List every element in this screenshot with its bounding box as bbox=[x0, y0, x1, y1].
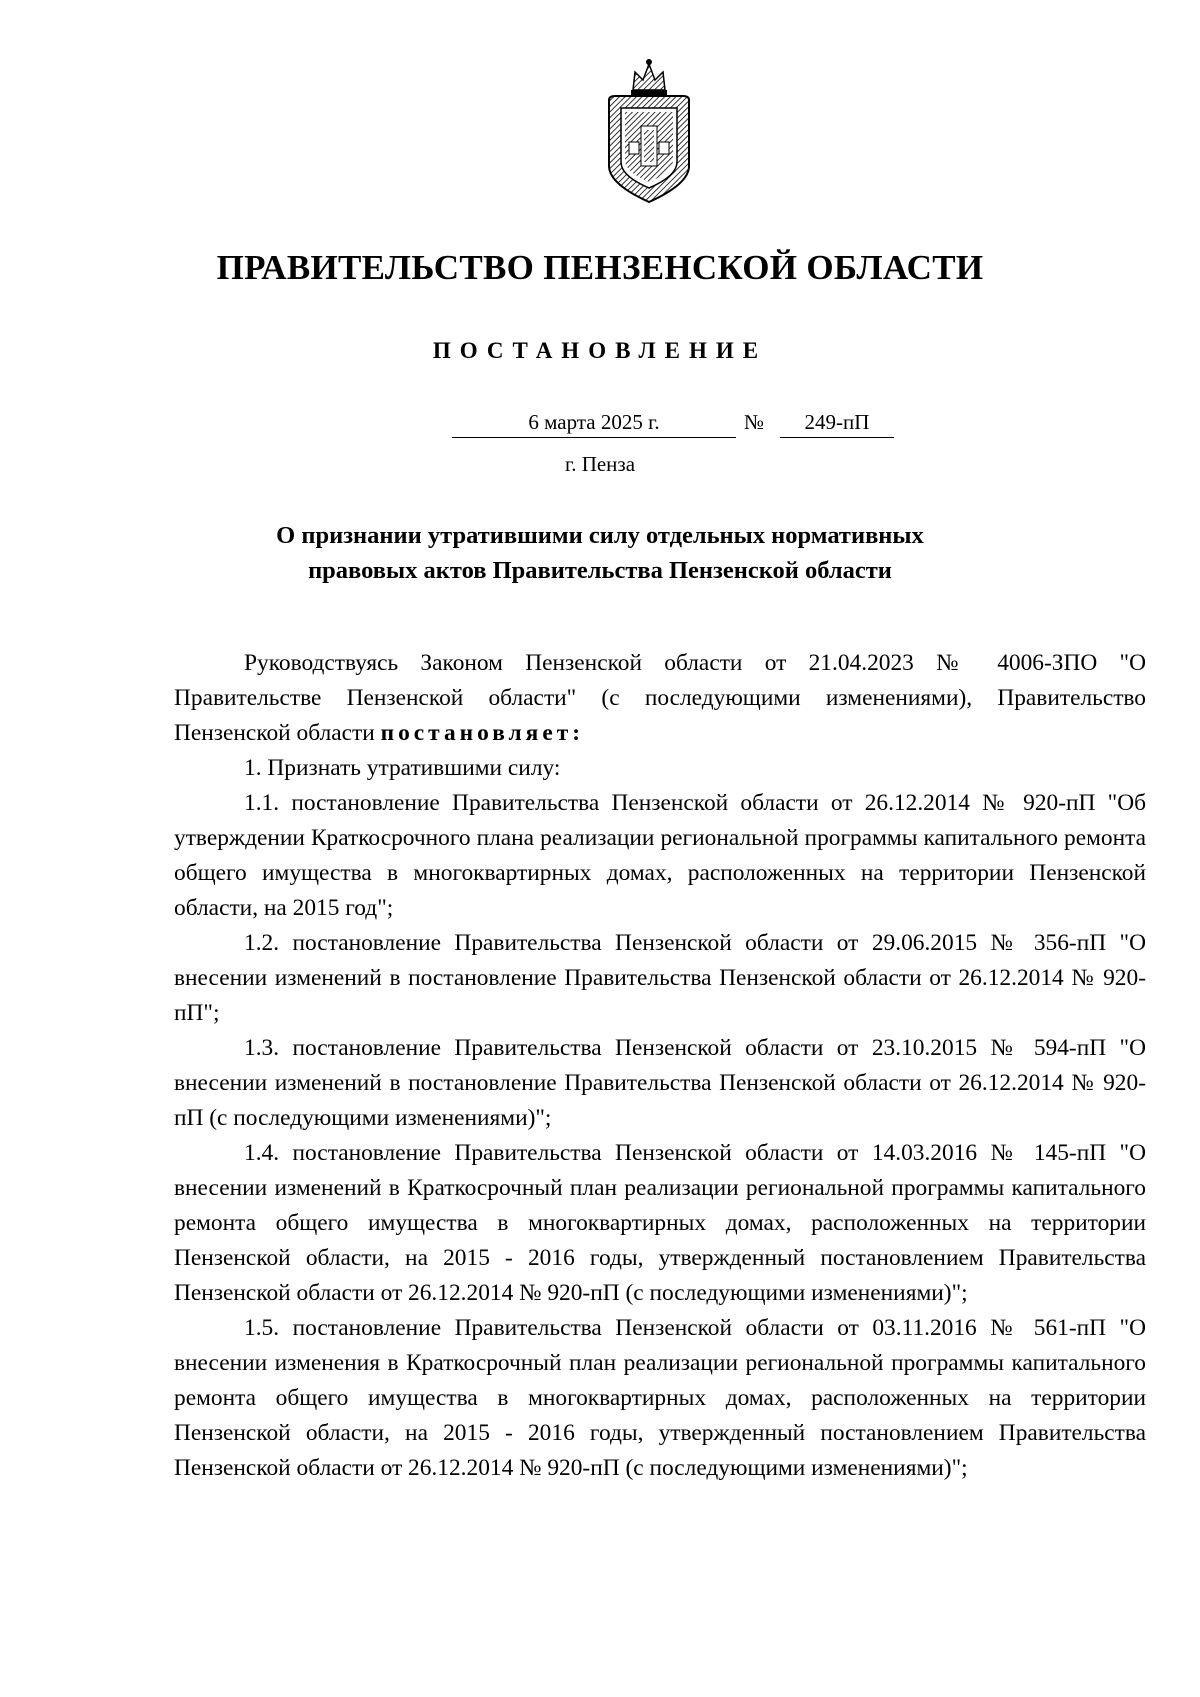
coat-of-arms-emblem bbox=[603, 56, 695, 206]
item-1-1: 1.1. постановление Правительства Пензенской области от 26.12.2014 № 920-пП "Об утверждении Краткосрочного плана реализации региональной программы капитального ремонта общего имущества в многоквартирных домах, расположенных на территории Пензенской области, на 2015 год"; bbox=[174, 790, 1146, 921]
document-date: 6 марта 2025 г. bbox=[452, 410, 736, 438]
item-1-4: 1.4. постановление Правительства Пензенской области от 14.03.2016 № 145-пП "О внесении изменений в Краткосрочный план реализации региональной программы капитального ремонта общего имущества в многоквартирных домах, расположенных на территории Пензенской области, на 2015 - 2016 годы, утвержденный постановлением Правительства Пензенской области от 26.12.2014 № 920-пП (с последующими изменениями)"; bbox=[174, 1140, 1146, 1306]
document-subject bbox=[250, 518, 950, 588]
city: г. Пенза bbox=[564, 452, 636, 476]
government-name: ПРАВИТЕЛЬСТВО ПЕНЗЕНСКОЙ ОБЛАСТИ bbox=[216, 248, 984, 287]
document-body bbox=[174, 646, 1146, 1486]
number-sign: № bbox=[744, 410, 765, 434]
item-1-2: 1.2. постановление Правительства Пензенской области от 29.06.2015 № 356-пП "О внесении изменений в постановление Правительства Пензенской области от 26.12.2014 № 920-пП"; bbox=[174, 930, 1146, 1026]
subject-line-2: правовых актов Правительства Пензенской области bbox=[308, 557, 892, 584]
preamble-paragraph bbox=[174, 646, 1146, 751]
item-1: 1. Признать утратившими силу: bbox=[244, 755, 561, 781]
subject-line-1: О признании утратившими силу отдельных нормативных bbox=[276, 522, 924, 549]
document-number: 249-пП bbox=[780, 410, 894, 438]
item-1-3: 1.3. постановление Правительства Пензенской области от 23.10.2015 № 594-пП "О внесении изменений в постановление Правительства Пензенской области от 26.12.2014 № 920-пП (с последующими изменениями)"; bbox=[174, 1035, 1146, 1131]
item-1-5: 1.5. постановление Правительства Пензенской области от 03.11.2016 № 561-пП "О внесении изменения в Краткосрочный план реализации региональной программы капитального ремонта общего имущества в многоквартирных домах, расположенных на территории Пензенской области, на 2015 - 2016 годы, утвержденный постановлением Правительства Пензенской области от 26.12.2014 № 920-пП (с последующими изменениями)"; bbox=[174, 1315, 1146, 1481]
date-number-line bbox=[0, 410, 1200, 440]
document-type: ПОСТАНОВЛЕНИЕ bbox=[432, 338, 768, 363]
preamble-text: Руководствуясь Законом Пензенской области от 21.04.2023 № 4006-ЗПО "О Правительстве Пензенской области" (с последующими изменениями), Правительство Пензенской области bbox=[174, 650, 1146, 746]
resolves-word: постановляет: bbox=[380, 720, 584, 746]
